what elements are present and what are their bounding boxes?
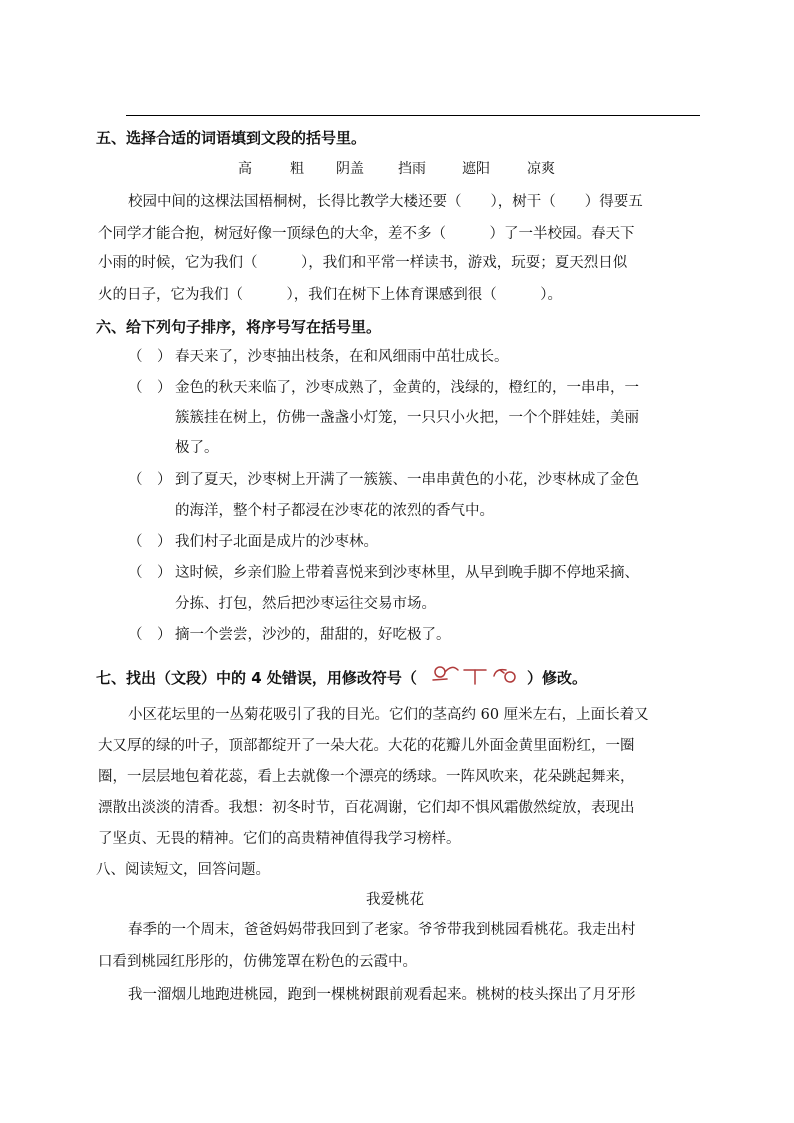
word-bank-item: 阴盖 xyxy=(336,161,364,177)
section-7-heading-start: 七、找出（文段）中的 4 处错误，用修改符号（ xyxy=(96,669,417,687)
sentence-line: 极了。 xyxy=(175,440,219,456)
paragraph-line: 小区花坛里的一丛菊花吸引了我的目光。它们的茎高约 60 厘米左右，上面长着又 xyxy=(128,707,649,723)
sentence-line: 春天来了，沙枣抽出枝条，在和风细雨中茁壮成长。 xyxy=(175,349,509,365)
paragraph-line: 了坚贞、无畏的精神。它们的高贵精神值得我学习榜样。 xyxy=(98,831,461,847)
sentence-line: 簇簇挂在树上，仿佛一盏盏小灯笼，一只只小火把，一个个胖娃娃，美丽 xyxy=(175,410,639,426)
answer-bracket[interactable]: （ ） xyxy=(128,472,172,488)
answer-bracket[interactable]: （ ） xyxy=(128,349,172,365)
paragraph-line: 我一溜烟儿地跑进桃园，跑到一棵桃树跟前观看起来。桃树的枝头探出了月牙形 xyxy=(128,987,636,1003)
word-bank xyxy=(0,158,794,178)
sentence-line: 的海洋，整个村子都浸在沙枣花的浓烈的香气中。 xyxy=(175,503,494,519)
section-8-heading: 八、阅读短文，回答问题。 xyxy=(96,862,270,878)
answer-bracket[interactable]: （ ） xyxy=(128,534,172,550)
paragraph-line: 圈，一层层地包着花蕊，看上去就像一个漂亮的绣球。一阵风吹来，花朵跳起舞来， xyxy=(98,769,635,785)
word-bank-item: 遮阳 xyxy=(462,161,490,177)
sentence-line: 我们村子北面是成片的沙枣林。 xyxy=(175,534,378,550)
word-bank-item: 高 xyxy=(238,161,252,177)
paragraph-line: 口看到桃园红彤彤的，仿佛笼罩在粉色的云霞中。 xyxy=(98,954,417,970)
paragraph-line: 春季的一个周末，爸爸妈妈带我回到了老家。爷爷带我到桃园看桃花。我走出村 xyxy=(128,922,636,938)
paragraph-line: 个同学才能合抱，树冠好像一顶绿色的大伞，差不多（ ）了一半校园。春天下 xyxy=(98,226,635,242)
answer-bracket[interactable]: （ ） xyxy=(128,380,172,396)
paragraph-line: 大又厚的绿的叶子，顶部都绽开了一朵大花。大花的花瓣儿外面金黄里面粉红，一圈 xyxy=(98,738,635,754)
article-title: 我爱桃花 xyxy=(366,892,424,908)
sentence-line: 摘一个尝尝，沙沙的，甜甜的，好吃极了。 xyxy=(175,627,451,643)
answer-bracket[interactable]: （ ） xyxy=(128,565,172,581)
paragraph-line: 校园中间的这棵法国梧桐树，长得比教学大楼还要（ ），树干（ ）得要五 xyxy=(128,194,643,210)
paragraph-line: 火的日子，它为我们（ ），我们在树下上体育课感到很（ ）。 xyxy=(98,287,562,303)
word-bank-item: 挡雨 xyxy=(398,161,426,177)
sentence-line: 分拣、打包，然后把沙枣运往交易市场。 xyxy=(175,596,436,612)
paragraph-line: 小雨的时候，它为我们（ ），我们和平常一样读书，游戏，玩耍；夏天烈日似 xyxy=(98,255,628,271)
word-bank-item: 凉爽 xyxy=(527,161,555,177)
word-bank-item: 粗 xyxy=(290,161,304,177)
sentence-line: 到了夏天，沙枣树上开满了一簇簇、一串串黄色的小花，沙枣林成了金色 xyxy=(175,472,639,488)
section-5-heading: 五、选择合适的词语填到文段的括号里。 xyxy=(96,129,367,147)
paragraph-line: 漂散出淡淡的清香。我想：初冬时节，百花凋谢，它们却不惧风霜傲然绽放，表现出 xyxy=(98,800,635,816)
section-7-heading-end: ）修改。 xyxy=(527,669,588,687)
sentence-line: 金色的秋天来临了，沙枣成熟了，金黄的，浅绿的，橙红的，一串串，一 xyxy=(175,380,639,396)
proofreading-marks-icon xyxy=(430,662,520,688)
section-6-heading: 六、给下列句子排序，将序号写在括号里。 xyxy=(96,318,382,336)
answer-bracket[interactable]: （ ） xyxy=(128,627,172,643)
sentence-line: 这时候，乡亲们脸上带着喜悦来到沙枣林里，从早到晚手脚不停地采摘、 xyxy=(175,565,639,581)
header-rule xyxy=(126,115,700,116)
